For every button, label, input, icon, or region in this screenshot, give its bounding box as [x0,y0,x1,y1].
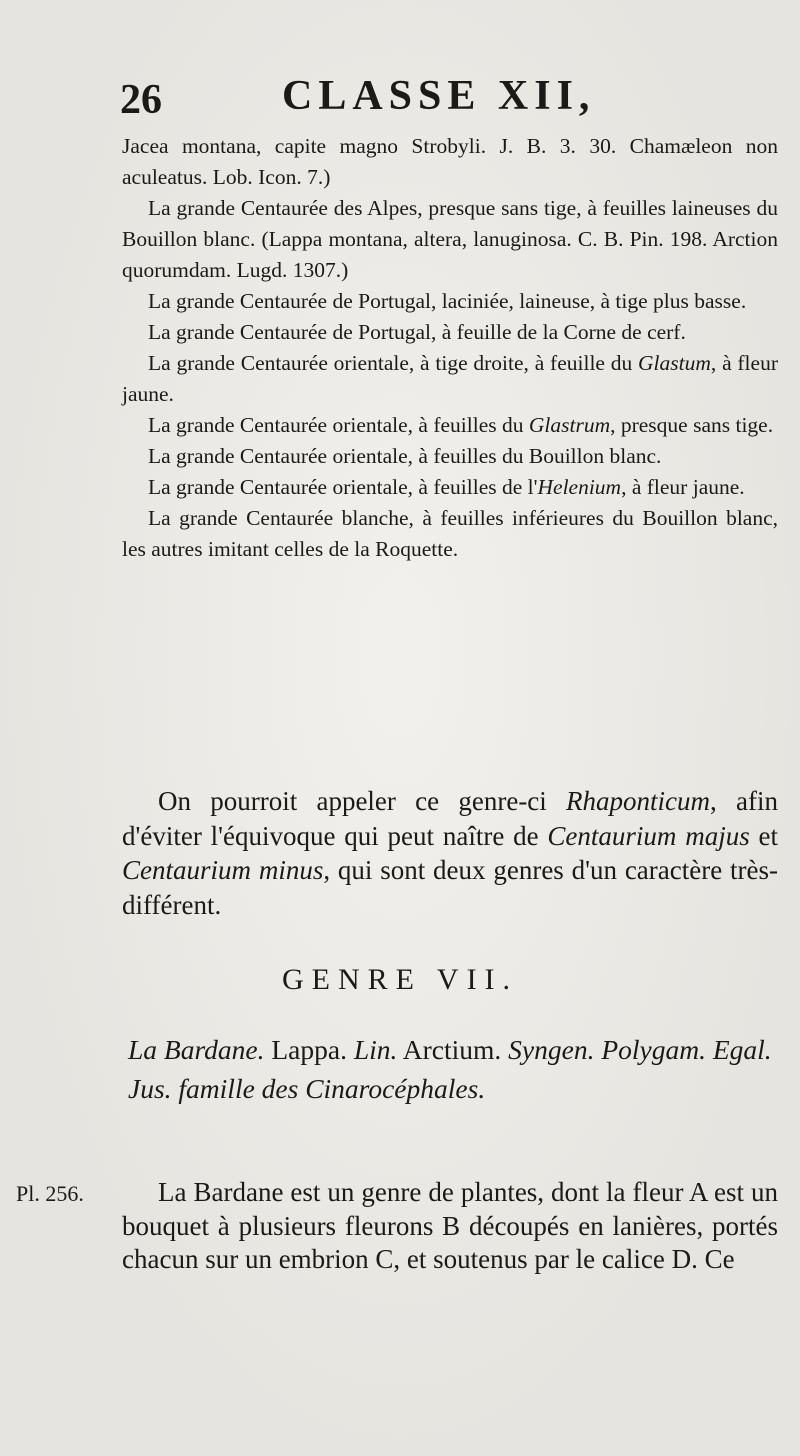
entry-orientale-helenium [122,472,778,503]
species-list [122,131,778,565]
note-text: et [749,820,778,851]
plate-reference: Pl. 256. [16,1181,84,1206]
entry-text: , presque sans tige. [610,413,774,437]
entry-orientale-bouillon: La grande Centaurée orientale, à feuilles du Bouillon blanc. [148,444,662,468]
genre-heading: GENRE VII. [281,963,519,996]
entry-text: , à fleur jaune. [122,351,778,406]
entry-portugal-laciniee: La grande Centaurée de Portugal, laciniée, laineuse, à tige plus basse. [148,289,747,313]
entry-orientale-glastum [122,348,778,410]
entry-text: La grande Centaurée orientale, à feuilles du [148,413,529,437]
entry-italic: Glastum [638,351,711,375]
note-text: On pourroit appeler ce genre-ci [158,786,567,816]
entry-alpes: La grande Centaurée des Alpes, presque sans tige, à feuilles laineuses du Bouillon blanc. (Lappa montana, altera, lanuginosa. C. B. Pin. 198. Arction quorumdam. Lugd. 1307.) [122,196,778,282]
note-italic: Rhaponticum [566,786,711,816]
genre-classification: Syngen. Polygam. Egal. Jus. famille des Cinarocéphales. [128,1034,772,1104]
entry-text: La grande Centaurée orientale, à feuilles de l' [148,475,538,499]
page-header [120,72,780,132]
running-head: CLASSE XII, [282,73,596,119]
genre-text: Lappa. [264,1034,354,1065]
bardane-paragraph: La Bardane est un genre de plantes, dont la fleur A est un bouquet à plusieurs fleurons B découpés en lanières, portés chacun sur un embrion C, et soutenus par le calice D. Ce [122,1177,778,1274]
entry-italic: Helenium [537,475,622,499]
note-paragraph [122,784,778,922]
note-text: , afin d'éviter l'équivoque qui peut naître de [122,786,778,851]
note-italic: Centaurium majus [547,820,750,851]
genre-text: Arctium. [397,1034,509,1065]
genre-italic: Lin. [353,1034,398,1065]
entry-text: La grande Centaurée orientale, à tige droite, à feuille du [148,351,639,375]
entry-blanche: La grande Centaurée blanche, à feuilles inférieures du Bouillon blanc, les autres imitant celles de la Roquette. [122,506,778,561]
note-text: , qui sont deux genres d'un caractère très-différent. [122,855,778,920]
entry-portugal-corne: La grande Centaurée de Portugal, à feuille de la Corne de cerf. [148,320,686,344]
page-number: 26 [120,77,162,123]
note-italic: Centaurium minus [122,855,324,885]
entry-synonyms: Jacea montana, capite magno Strobyli. J. B. 3. 30. Chamæleon non aculeatus. Lob. Icon. 7.) [122,134,778,189]
bardane-description [122,1176,778,1277]
entry-italic: Glastrum [528,413,611,437]
nomenclature-note [122,784,778,922]
entry-text: , à fleur jaune. [621,475,745,499]
entry-orientale-glastrum [122,410,778,441]
genre-name: La Bardane. [128,1034,265,1065]
genre-description [128,1030,778,1108]
